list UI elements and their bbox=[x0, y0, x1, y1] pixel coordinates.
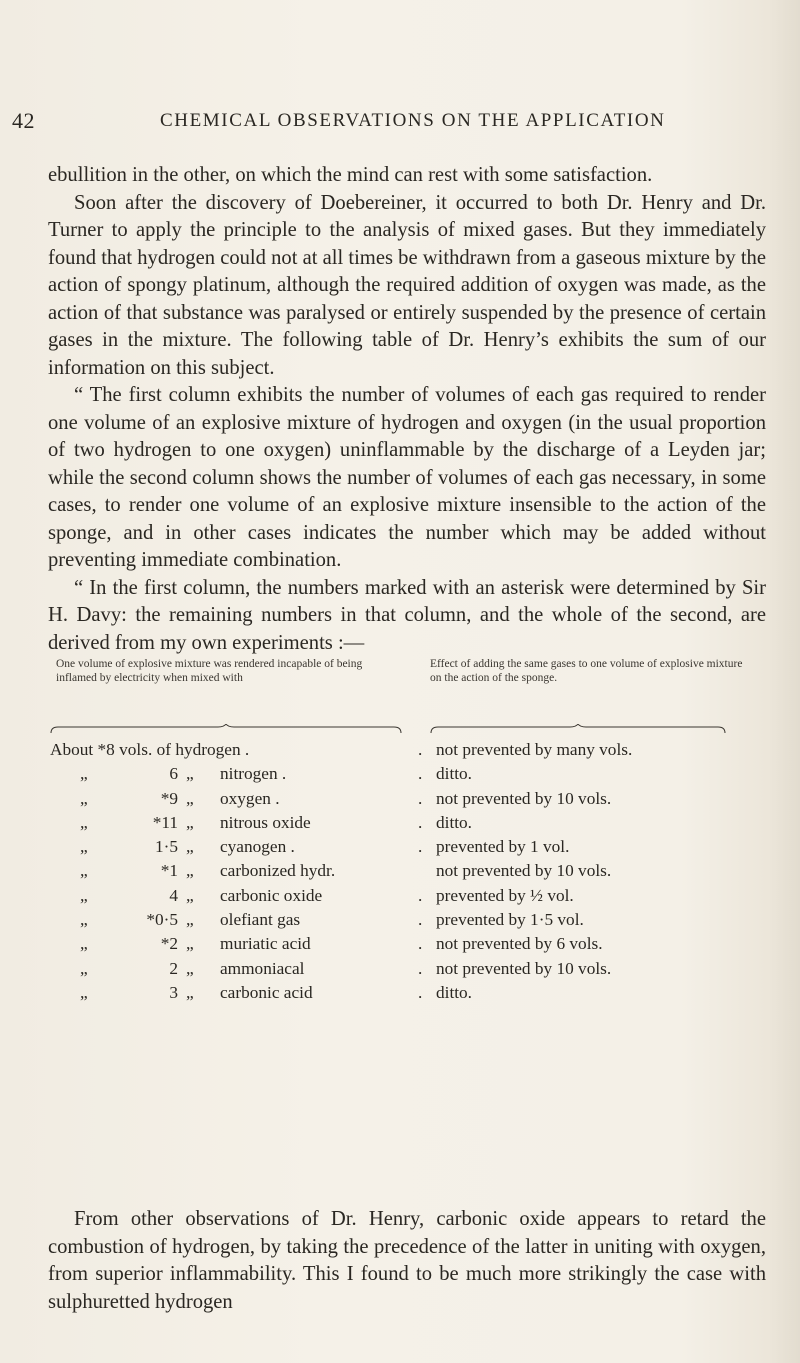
gas-amount: 2 bbox=[169, 958, 178, 978]
gas-name: nitrogen . bbox=[220, 764, 287, 784]
gas-name: carbonic oxide bbox=[220, 885, 323, 905]
sponge-effect: prevented by 1·5 vol. bbox=[436, 910, 584, 930]
table-row bbox=[50, 884, 770, 908]
gas-name: olefiant gas bbox=[220, 910, 301, 930]
gas-name: oxygen . bbox=[220, 788, 280, 808]
gas-amount: *2 bbox=[160, 934, 178, 954]
leader-dot: . bbox=[418, 958, 423, 978]
gas-amount: *9 bbox=[160, 788, 178, 808]
sponge-effect: prevented by 1 vol. bbox=[436, 837, 570, 857]
sponge-effect: not prevented by 10 vols. bbox=[436, 788, 612, 808]
gas-amount: *8 bbox=[97, 740, 115, 759]
table-row bbox=[50, 811, 770, 835]
sponge-effect: not prevented by 10 vols. bbox=[436, 861, 612, 881]
gas-amount: 3 bbox=[169, 982, 178, 1002]
left-column-header: One volume of explosive mixture was rendered incapable of being inflamed by electricity when mixed with bbox=[56, 658, 363, 684]
table-row bbox=[50, 981, 770, 1005]
gas-name: ammoniacal bbox=[220, 958, 305, 978]
ditto-mark: „ bbox=[80, 764, 88, 784]
sponge-effect: not prevented by 6 vols. bbox=[436, 934, 603, 954]
ditto-mark: „ bbox=[80, 812, 88, 832]
page-header bbox=[0, 108, 800, 138]
gas-name: carbonized hydr. bbox=[220, 861, 336, 881]
gas-amount: 6 bbox=[169, 764, 178, 784]
ditto-mark: „ bbox=[186, 861, 194, 881]
paragraph: ebullition in the other, on which the mind can rest with some satisfaction. bbox=[48, 164, 653, 186]
gas-amount: *0·5 bbox=[146, 910, 178, 930]
sponge-effect: not prevented by 10 vols. bbox=[436, 958, 612, 978]
paragraph: “ In the first column, the numbers marked with an asterisk were determined by Sir H. Davy: the remaining numbers in that column, and the whole of the second, are derived from my own experiments :— bbox=[48, 576, 766, 654]
paragraph: “ The first column exhibits the number of volumes of each gas required to render one volume of an explosive mixture of hydrogen and oxygen (in the usual proportion of two hydrogen to one oxygen) uninflammable by the discharge of a Leyden jar; while the second column shows the number of volumes of each gas necessary, in some cases, to render one volume of an explosive mixture insensible to the action of the sponge, and in other cases indicates the number which may be added without preventing immediate combination. bbox=[48, 384, 766, 571]
leader-dot: . bbox=[418, 885, 423, 905]
paragraph: Soon after the discovery of Doebereiner, it occurred to both Dr. Henry and Dr. Turner to apply the principle to the analysis of mixed gases. But they immediately found that hydrogen could not at all times be withdrawn from a gaseous mixture by the action of spongy platinum, although the required addition of oxygen was made, as the action of that substance was paralysed or entirely suspended by the presence of certain gases in the mixture. The following table of Dr. Henry’s exhibits the sum of our information on this subject. bbox=[48, 191, 766, 379]
ditto-mark: „ bbox=[80, 885, 88, 905]
leader-dot: . bbox=[418, 764, 423, 784]
table-rows bbox=[50, 738, 770, 1005]
ditto-mark: „ bbox=[80, 788, 88, 808]
sponge-effect: ditto. bbox=[436, 812, 473, 832]
sponge-effect: ditto. bbox=[436, 764, 473, 784]
ditto-mark: „ bbox=[186, 982, 194, 1002]
ditto-mark: „ bbox=[186, 885, 194, 905]
ditto-mark: „ bbox=[186, 812, 194, 832]
page-number: 42 bbox=[12, 108, 35, 133]
ditto-mark: „ bbox=[186, 837, 194, 857]
running-head: CHEMICAL OBSERVATIONS ON THE APPLICATION bbox=[160, 110, 666, 131]
gas-name: nitrous oxide bbox=[220, 812, 311, 832]
unit-label: vols. of bbox=[119, 740, 171, 759]
gas-amount: 4 bbox=[169, 885, 178, 905]
ditto-mark: „ bbox=[80, 837, 88, 857]
about-label: About bbox=[50, 740, 94, 759]
ditto-mark: „ bbox=[80, 910, 88, 930]
right-column-brace bbox=[430, 724, 726, 734]
gas-table bbox=[50, 658, 770, 1005]
ditto-mark: „ bbox=[80, 934, 88, 954]
gas-name: carbonic acid bbox=[220, 982, 313, 1002]
ditto-mark: „ bbox=[186, 934, 194, 954]
leader-dot: . bbox=[418, 788, 423, 808]
table-row bbox=[50, 787, 770, 811]
ditto-mark: „ bbox=[186, 910, 194, 930]
left-column-brace bbox=[50, 724, 402, 734]
right-column-header: Effect of adding the same gases to one volume of explosive mixture on the action of the sponge. bbox=[430, 658, 743, 684]
table-row bbox=[50, 835, 770, 859]
table-column-headers bbox=[50, 658, 770, 738]
ditto-mark: „ bbox=[80, 982, 88, 1002]
gas-name: muriatic acid bbox=[220, 934, 311, 954]
body-text bbox=[48, 162, 766, 657]
ditto-mark: „ bbox=[186, 958, 194, 978]
ditto-mark: „ bbox=[186, 764, 194, 784]
table-row bbox=[50, 932, 770, 956]
leader-dot: . bbox=[418, 982, 423, 1002]
gas-amount: 1·5 bbox=[154, 837, 178, 857]
table-row bbox=[50, 957, 770, 981]
row-lead bbox=[50, 738, 249, 762]
sponge-effect: not prevented by many vols. bbox=[436, 740, 633, 759]
table-row bbox=[50, 762, 770, 786]
table-row bbox=[50, 908, 770, 932]
closing-text bbox=[48, 1206, 766, 1316]
sponge-effect: prevented by ½ vol. bbox=[436, 885, 574, 905]
gas-amount: *1 bbox=[160, 861, 178, 881]
table-row bbox=[50, 738, 770, 762]
gas-name: hydrogen . bbox=[175, 740, 250, 759]
ditto-mark: „ bbox=[80, 861, 88, 881]
gas-name: cyanogen . bbox=[220, 837, 295, 857]
leader-dot: . bbox=[418, 934, 423, 954]
paragraph: From other observations of Dr. Henry, carbonic oxide appears to retard the combustion of hydrogen, by taking the precedence of the latter in uniting with oxygen, from superior inflammability. This I found to be much more strikingly the case with sulphuretted hydrogen bbox=[48, 1208, 766, 1313]
table-row bbox=[50, 859, 770, 883]
gas-amount: *11 bbox=[152, 812, 178, 832]
leader-dot: . bbox=[418, 740, 423, 759]
leader-dot: . bbox=[418, 812, 423, 832]
leader-dot: . bbox=[418, 910, 423, 930]
sponge-effect: ditto. bbox=[436, 982, 473, 1002]
ditto-mark: „ bbox=[186, 788, 194, 808]
leader-dot: . bbox=[418, 837, 423, 857]
ditto-mark: „ bbox=[80, 958, 88, 978]
